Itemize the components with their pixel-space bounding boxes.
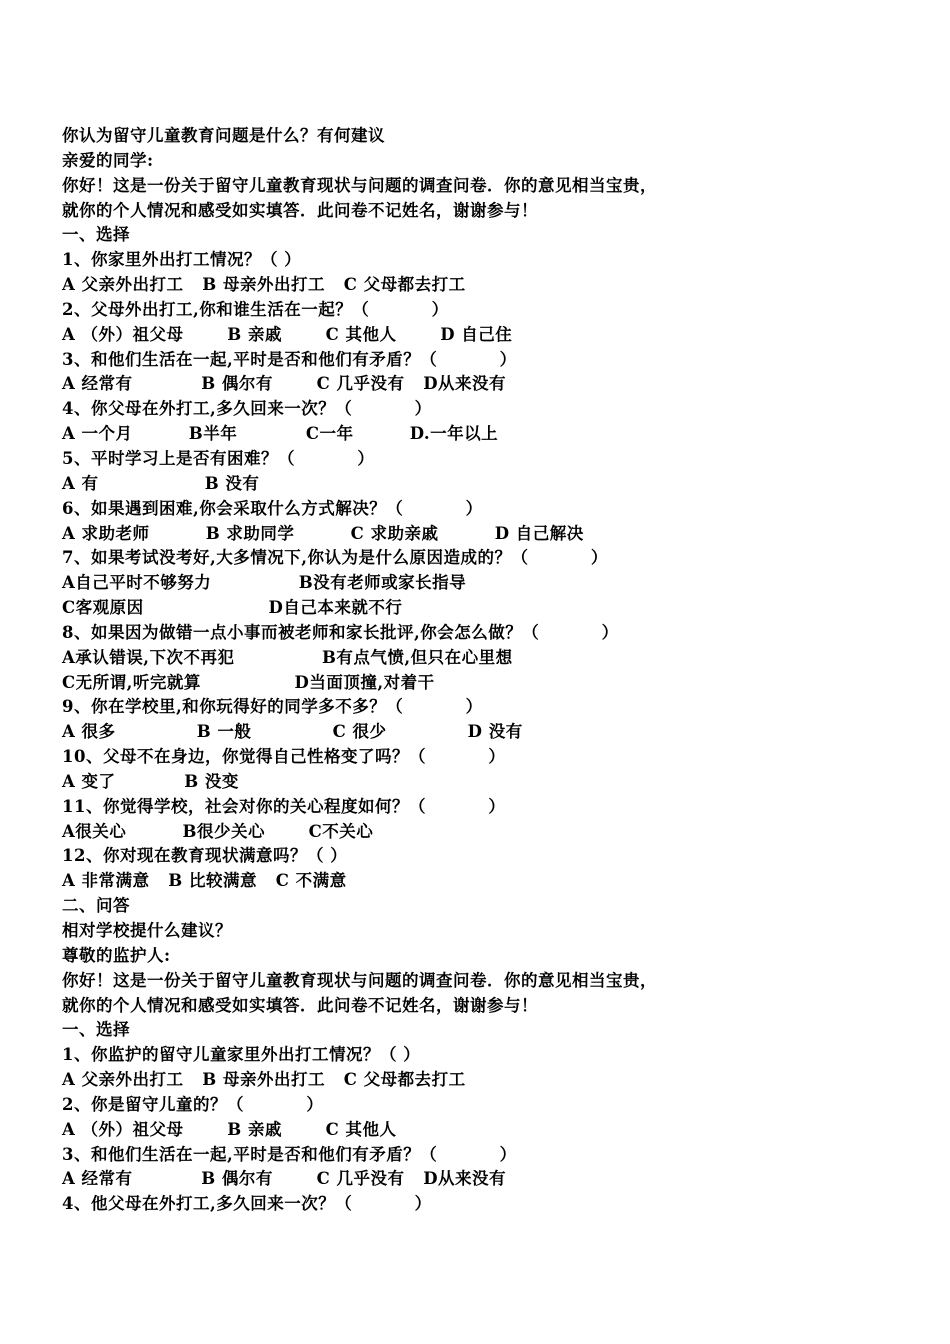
- open-question: 相对学校提什么建议？: [62, 921, 232, 940]
- answer-options: A 经常有 B 偶尔有 C 几乎没有 D从来没有: [62, 374, 507, 394]
- intro-line: 你好！这是一份关于留守儿童教育现状与问题的调查问卷．你的意见相当宝贵，: [62, 970, 657, 990]
- answer-options: A很关心 B很少关心 C不关心: [62, 821, 374, 841]
- question-text: 6、如果遇到困难,你会采取什么方式解决？（ ）: [62, 498, 483, 518]
- answer-options: A 有 B 没有: [62, 473, 260, 493]
- section-heading: 一、选择: [62, 1020, 130, 1040]
- intro-line: 就你的个人情况和感受如实填答．此问卷不记姓名，谢谢参与！: [62, 200, 538, 220]
- question-text: 8、如果因为做错一点小事而被老师和家长批评,你会怎么做？（ ）: [62, 622, 619, 642]
- question-text: 7、如果考试没考好,大多情况下,你认为是什么原因造成的？（ ）: [62, 548, 608, 568]
- answer-options: A 父亲外出打工 B 母亲外出打工 C 父母都去打工: [62, 1070, 466, 1090]
- question-text: 2、父母外出打工,你和谁生活在一起？（ ）: [62, 299, 449, 319]
- question-text: 9、你在学校里,和你玩得好的同学多不多？（ ）: [62, 697, 483, 717]
- answer-options: A 父亲外出打工 B 母亲外出打工 C 父母都去打工: [62, 275, 466, 295]
- question-text: 4、你父母在外打工,多久回来一次？（ ）: [62, 399, 432, 419]
- document-body: [62, 124, 922, 1217]
- question-text: 5、平时学习上是否有困难？（ ）: [62, 448, 375, 468]
- question-list: [62, 1043, 922, 1217]
- answer-options: A 很多 B 一般 C 很少 D 没有: [62, 722, 523, 742]
- section-heading: 一、选择: [62, 225, 130, 245]
- answer-options: A 一个月 B半年 C一年 D.一年以上: [62, 424, 499, 444]
- question-list: [62, 248, 922, 894]
- question-text: 11、你觉得学校，社会对你的关心程度如何？（ ）: [62, 796, 506, 816]
- survey-title: 你认为留守儿童教育问题是什么？有何建议: [62, 126, 385, 145]
- question-text: 3、和他们生活在一起,平时是否和他们有矛盾？（ ）: [62, 349, 517, 369]
- answer-options: A 变了 B 没变: [62, 771, 239, 791]
- section-heading: 二、问答: [62, 896, 130, 916]
- answer-options: A 非常满意 B 比较满意 C 不满意: [62, 871, 347, 891]
- question-text: 10、父母不在身边，你觉得自己性格变了吗？（ ）: [62, 747, 506, 767]
- question-text: 12、你对现在教育现状满意吗？（ ）: [62, 846, 348, 866]
- answer-options: A 求助老师 B 求助同学 C 求助亲戚 D 自己解决: [62, 523, 584, 543]
- greeting: 尊敬的监护人:: [62, 945, 171, 965]
- question-text: 2、你是留守儿童的？（ ）: [62, 1094, 324, 1114]
- answer-options: A承认错误,下次不再犯 B有点气愤,但只在心里想: [62, 647, 513, 667]
- answer-options: C无所谓,听完就算 D当面顶撞,对着干: [62, 672, 435, 692]
- intro-line: 就你的个人情况和感受如实填答．此问卷不记姓名，谢谢参与！: [62, 995, 538, 1015]
- question-text: 1、你监护的留守儿童家里外出打工情况？（ ）: [62, 1045, 421, 1065]
- question-text: 4、他父母在外打工,多久回来一次？（ ）: [62, 1194, 432, 1214]
- answer-options: A自己平时不够努力 B没有老师或家长指导: [62, 573, 467, 593]
- answer-options: C客观原因 D自己本来就不行: [62, 598, 403, 618]
- answer-options: A （外）祖父母 B 亲戚 C 其他人: [62, 1119, 397, 1139]
- answer-options: A （外）祖父母 B 亲戚 C 其他人 D 自己住: [62, 324, 513, 344]
- question-text: 1、你家里外出打工情况？（ ）: [62, 250, 302, 270]
- intro-line: 你好！这是一份关于留守儿童教育现状与问题的调查问卷．你的意见相当宝贵，: [62, 175, 657, 195]
- greeting: 亲爱的同学:: [62, 150, 154, 170]
- question-text: 3、和他们生活在一起,平时是否和他们有矛盾？（ ）: [62, 1144, 517, 1164]
- answer-options: A 经常有 B 偶尔有 C 几乎没有 D从来没有: [62, 1169, 507, 1189]
